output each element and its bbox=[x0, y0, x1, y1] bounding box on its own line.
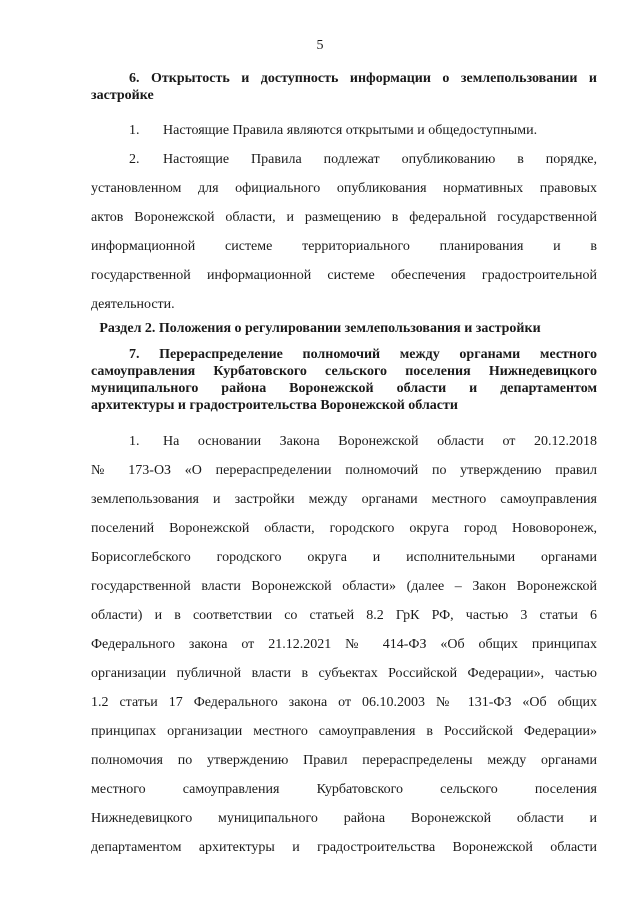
paragraph-line: № 173-ОЗ «О перераспределении полномочий по утверждению правил bbox=[91, 463, 597, 478]
paragraph-line: Федерального закона от 21.12.2021 № 414-ФЗ «Об общих принципах bbox=[91, 637, 597, 652]
item-number: 2. bbox=[129, 152, 140, 167]
section-7-heading-line-3: муниципального района Воронежской области и департаментом bbox=[91, 381, 597, 396]
paragraph-line: принципах организации местного самоуправления в Российской Федерации» bbox=[91, 724, 597, 739]
paragraph-line: установленном для официального опубликования нормативных правовых bbox=[91, 181, 597, 196]
paragraph-line: информационной системе территориального планирования и в bbox=[91, 239, 597, 254]
paragraph-line: государственной власти Воронежской области» (далее – Закон Воронежской bbox=[91, 579, 597, 594]
paragraph-line: деятельности. bbox=[91, 297, 175, 312]
section-6-item-1 bbox=[91, 116, 597, 145]
paragraph-line: На основании Закона Воронежской области от 20.12.2018 bbox=[163, 434, 597, 449]
section-6-heading bbox=[91, 70, 597, 104]
section-2-header: Раздел 2. Положения о регулировании землепользования и застройки bbox=[99, 321, 541, 336]
page-number: 5 bbox=[316, 38, 324, 53]
paragraph-line: департаментом архитектуры и градостроительства Воронежской области bbox=[91, 840, 597, 855]
section-7-item-1 bbox=[91, 427, 597, 862]
item-text: Настоящие Правила являются открытыми и общедоступными. bbox=[163, 123, 538, 138]
section-7-heading-line-4: архитектуры и градостроительства Воронежской области bbox=[91, 398, 458, 413]
item-number: 1. bbox=[129, 434, 140, 449]
section-6-heading-line-1: 6. Открытость и доступность информации о землепользовании и bbox=[129, 71, 597, 86]
paragraph-line: Нижнедевицкого муниципального района Воронежской области и bbox=[91, 811, 597, 826]
section-7-heading-line-2: самоуправления Курбатовского сельского поселения Нижнедевицкого bbox=[91, 364, 597, 379]
paragraph-line: поселений Воронежской области, городского округа город Нововоронеж, bbox=[91, 521, 597, 536]
paragraph-line: Настоящие Правила подлежат опубликованию в порядке, bbox=[163, 152, 597, 167]
section-7-heading-line-1: 7. Перераспределение полномочий между органами местного bbox=[129, 347, 597, 362]
paragraph-line: организации публичной власти в субъектах Российской Федерации», частью bbox=[91, 666, 597, 681]
section-6-heading-line-2: застройке bbox=[91, 88, 154, 103]
paragraph-line: Борисоглебского городского округа и исполнительными органами bbox=[91, 550, 597, 565]
paragraph-line: государственной информационной системе обеспечения градостроительной bbox=[91, 268, 597, 283]
section-7-heading bbox=[91, 346, 597, 414]
section-6-item-2 bbox=[91, 145, 597, 319]
item-number: 1. bbox=[129, 123, 140, 138]
paragraph-line: полномочия по утверждению Правил перераспределены между органами bbox=[91, 753, 597, 768]
paragraph-line: актов Воронежской области, и размещению в федеральной государственной bbox=[91, 210, 597, 225]
paragraph-line: области) и в соответствии со статьей 8.2 ГрК РФ, частью 3 статьи 6 bbox=[91, 608, 597, 623]
paragraph-line: землепользования и застройки между органами местного самоуправления bbox=[91, 492, 597, 507]
paragraph-line: 1.2 статьи 17 Федерального закона от 06.10.2003 № 131-ФЗ «Об общих bbox=[91, 695, 597, 710]
paragraph-line: местного самоуправления Курбатовского сельского поселения bbox=[91, 782, 597, 797]
